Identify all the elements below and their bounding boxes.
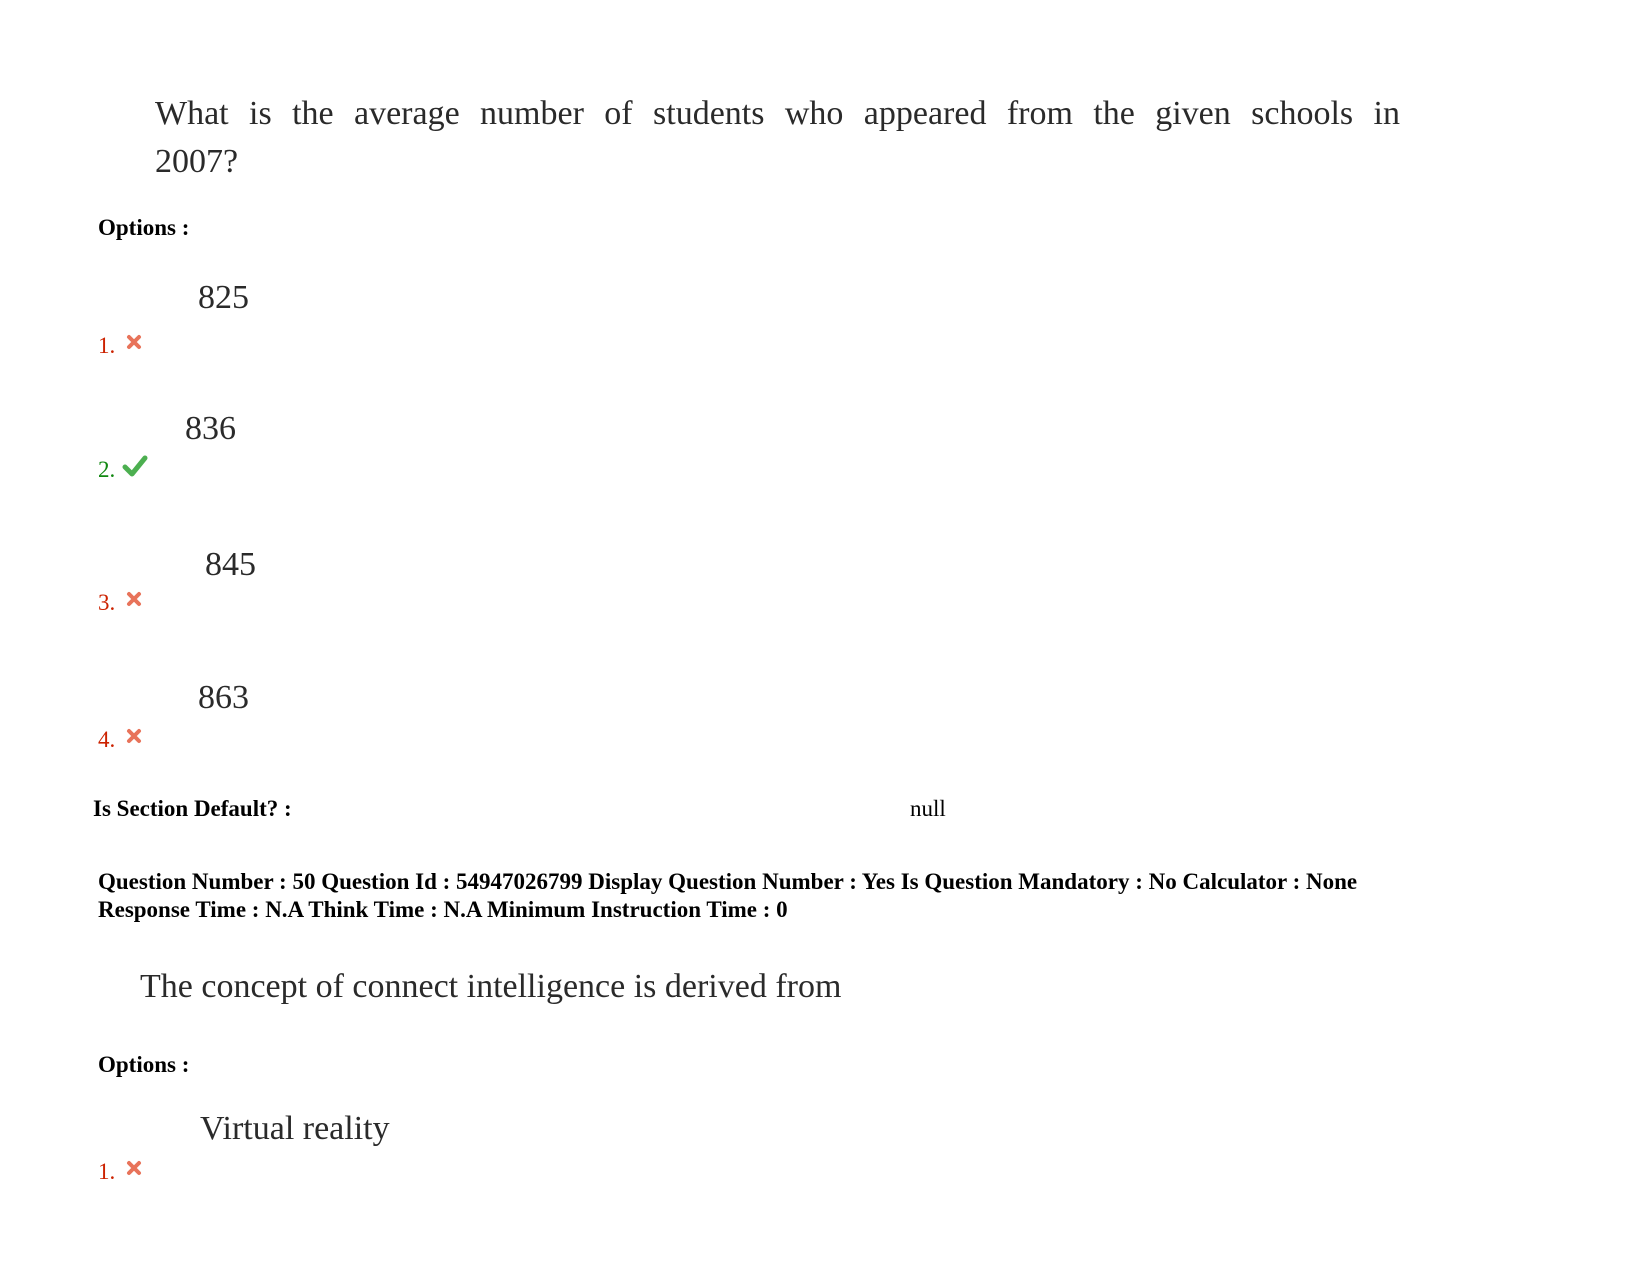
option-value: 863 xyxy=(198,679,249,716)
option-value: 825 xyxy=(198,279,249,316)
check-icon xyxy=(122,455,148,477)
cross-icon xyxy=(126,591,142,607)
question-text: The concept of connect intelligence is derived from xyxy=(140,968,842,1005)
option-number: 3. xyxy=(98,590,116,615)
option-value: 836 xyxy=(185,410,236,447)
question-meta-line-2: Response Time : N.A Think Time : N.A Minimum Instruction Time : 0 xyxy=(98,897,788,922)
option-number: 2. xyxy=(98,457,116,482)
options-label: Options : xyxy=(98,1052,190,1077)
option-value: Virtual reality xyxy=(200,1110,390,1147)
question-text-line-1: What is the average number of students who appeared from the given schools in xyxy=(155,95,1400,132)
section-default-value: null xyxy=(910,796,946,821)
section-default-label: Is Section Default? : xyxy=(93,796,292,821)
cross-icon xyxy=(126,728,142,744)
option-number: 4. xyxy=(98,727,116,752)
option-number: 1. xyxy=(98,1159,116,1184)
question-text-line-2: 2007? xyxy=(155,143,239,180)
cross-icon xyxy=(126,1160,142,1176)
question-meta-line-1: Question Number : 50 Question Id : 54947026799 Display Question Number : Yes Is Question Mandatory : No Calculator : None xyxy=(98,869,1358,894)
cross-icon xyxy=(126,334,142,350)
option-value: 845 xyxy=(205,546,256,583)
option-number: 1. xyxy=(98,333,116,358)
options-label: Options : xyxy=(98,215,190,240)
